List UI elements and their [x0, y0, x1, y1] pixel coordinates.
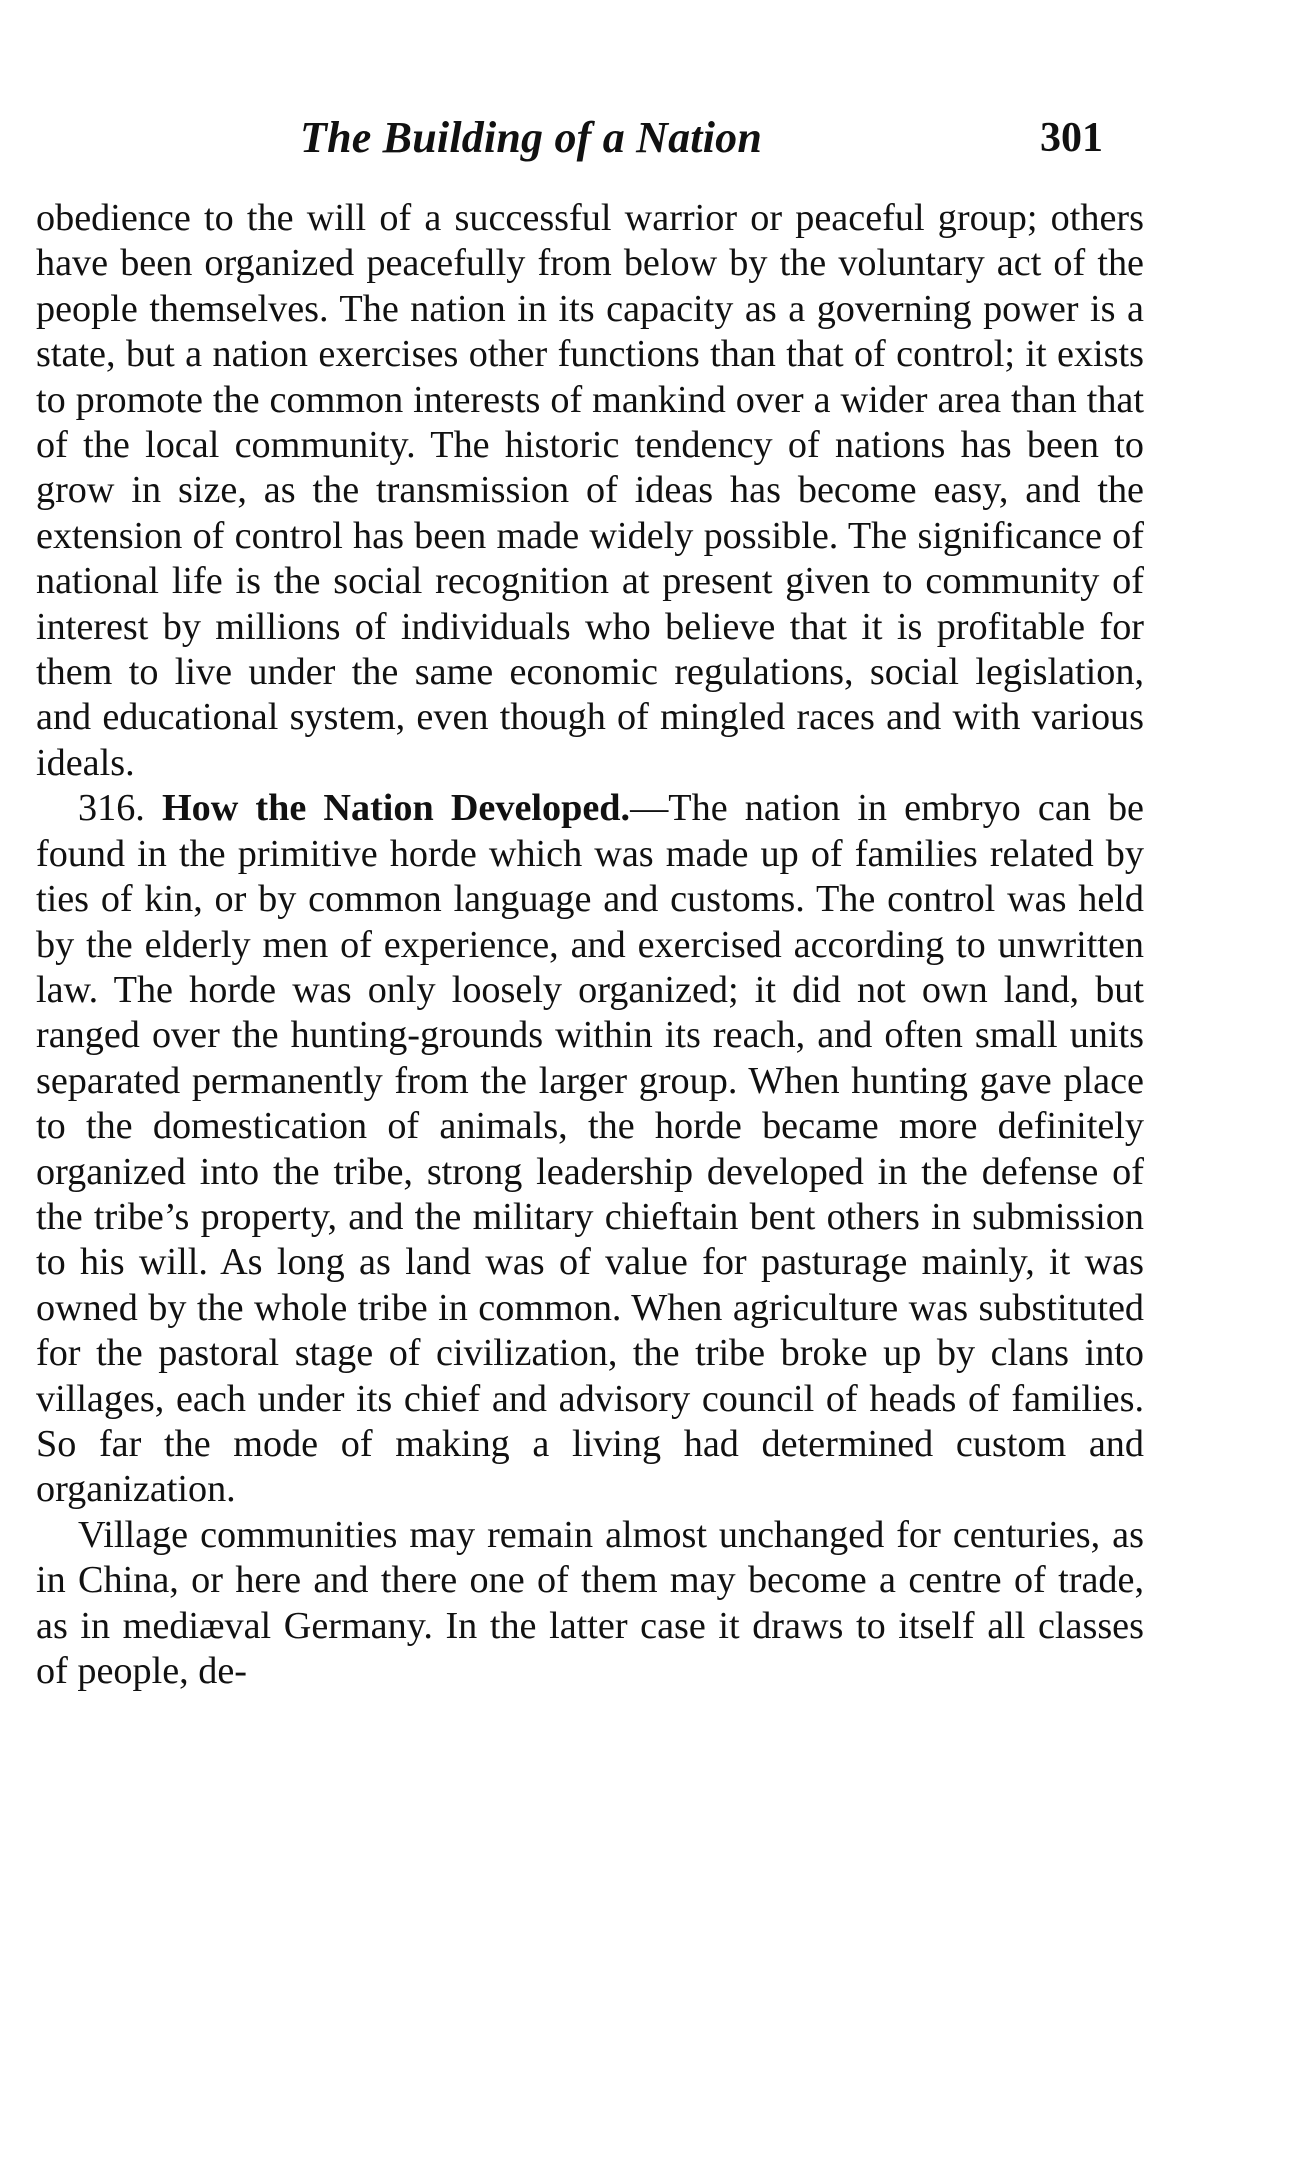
paragraph-section-316: [36, 786, 1144, 1513]
running-head: [0, 108, 1291, 168]
running-title: The Building of a Nation: [300, 113, 762, 162]
section-text: —The nation in embryo can be found in the primitive horde which was made up of families related by ties of kin, or by common language and customs. The control was held by the elderly men of experience, and exercised according to unwritten law. The horde was only loosely organized; it did not own land, but ranged over the hunting-grounds within its reach, and often small units separated permanently from the larger group. When hunting gave place to the domestication of animals, the horde became more definitely organized into the tribe, strong leadership developed in the defense of the tribe’s property, and the military chieftain bent others in submission to his will. As long as land was of value for pasturage mainly, it was owned by the whole tribe in common. When agriculture was substituted for the pastoral stage of civilization, the tribe broke up by clans into villages, each under its chief and advisory council of heads of families. So far the mode of making a living had determined custom and organization.: [36, 787, 1145, 1511]
page-number: 301: [1040, 115, 1103, 161]
section-number: 316.: [78, 787, 145, 830]
paragraph-continuation: obedience to the will of a successful warrior or peaceful group; others have been organized peacefully from below by the voluntary act of the people themselves. The nation in its capacity as a governing power is a state, but a nation exercises other functions than that of control; it exists to promote the common interests of mankind over a wider area than that of the local community. The historic tendency of nations has been to grow in size, as the transmission of ideas has become easy, and the extension of control has been made widely possible. The significance of national life is the social recognition at present given to community of interest by millions of individuals who believe that it is profitable for them to live under the same economic regulations, social legislation, and educational system, even though of mingled races and with various ideals.: [36, 197, 1144, 784]
section-title: How the Nation Developed.: [161, 787, 631, 830]
body-text: [36, 196, 1144, 1694]
paragraph-village-communities: Village communities may remain almost unchanged for centuries, as in China, or here and there one of them may become a centre of trade, as in mediæval Germany. In the latter case it draws to itself all classes of people, de-: [36, 1513, 1144, 1692]
